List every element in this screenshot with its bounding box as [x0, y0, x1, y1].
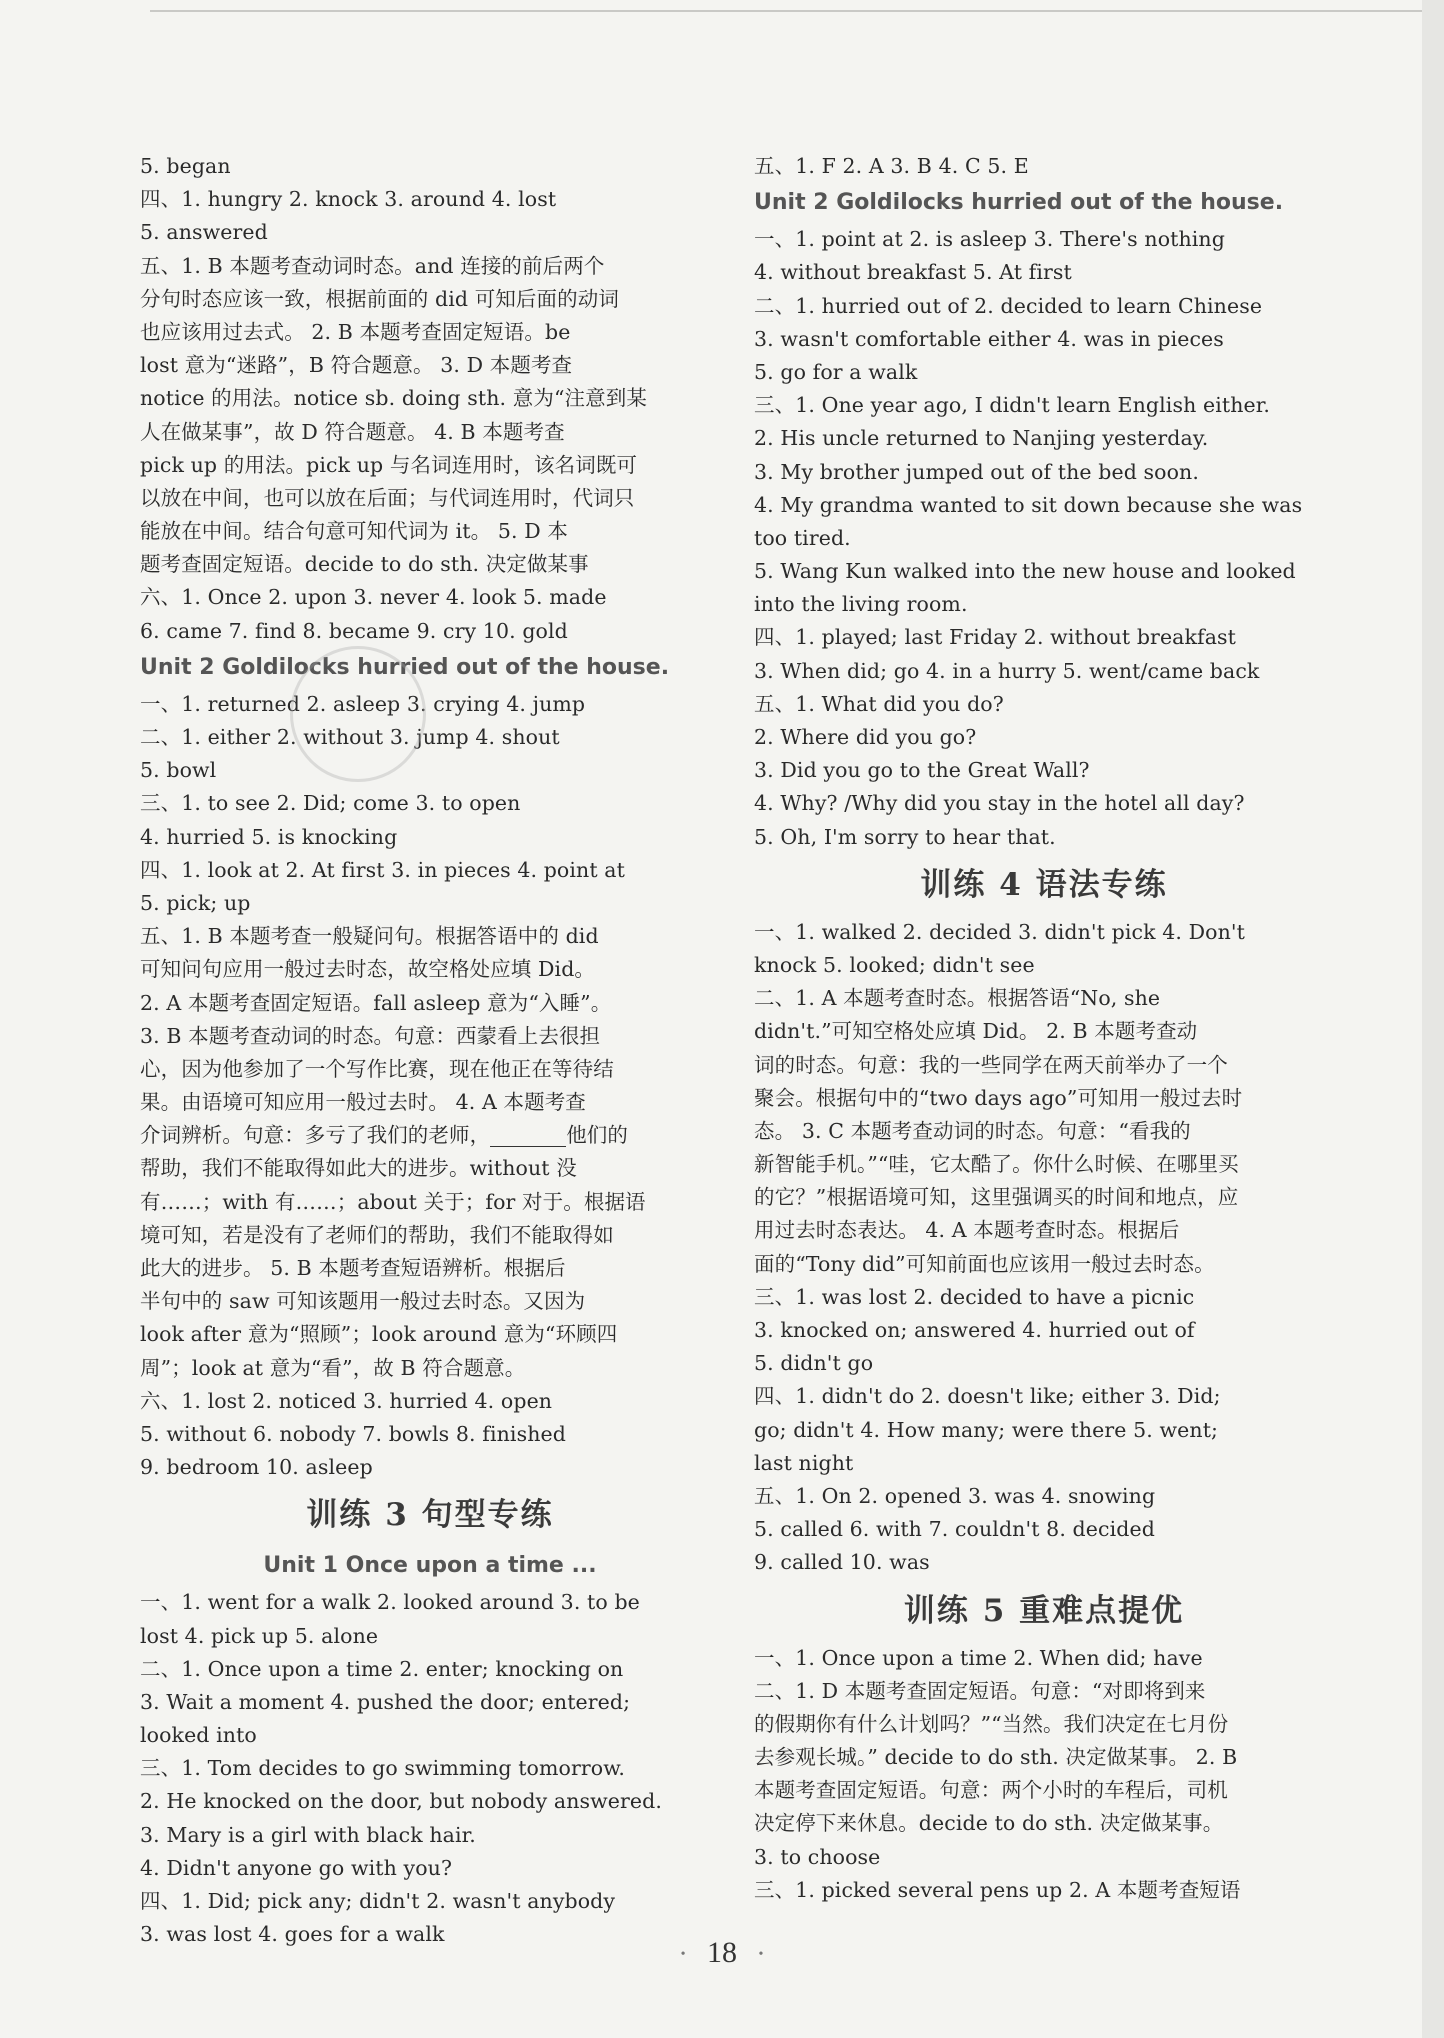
answer-line: 二、1. A 本题考查时态。根据答语“No, she	[754, 986, 1161, 1011]
answer-line: 五、1. B 本题考查一般疑问句。根据答语中的 did	[140, 924, 599, 949]
answer-line: lost 意为“迷路”，B 符合题意。 3. D 本题考查	[140, 353, 573, 378]
answer-line: 5. without 6. nobody 7. bowls 8. finished	[140, 1421, 566, 1446]
answer-line: 5. Wang Kun walked into the new house and looked	[754, 559, 1296, 584]
answer-line: 一、1. Once upon a time 2. When did; have	[754, 1645, 1203, 1670]
right-column	[754, 150, 1334, 1907]
answer-line: 4. Didn't anyone go with you?	[140, 1855, 453, 1880]
answer-line: 一、1. returned 2. asleep 3. crying 4. jump	[140, 691, 586, 716]
answer-line: last night	[754, 1450, 854, 1475]
answer-line: 一、1. went for a walk 2. looked around 3. to be	[140, 1590, 640, 1615]
answer-line: 3. was lost 4. goes for a walk	[140, 1922, 445, 1947]
answer-line: 一、1. point at 2. is asleep 3. There's nothing	[754, 227, 1225, 252]
answer-line: 2. Where did you go?	[754, 725, 977, 749]
answer-line: 帮助，我们不能取得如此大的进步。without 没	[140, 1156, 577, 1181]
answer-line: 5. bowl	[140, 758, 217, 783]
answer-line: 2. His uncle returned to Nanjing yesterday.	[754, 426, 1209, 451]
answer-line: into the living room.	[754, 592, 968, 617]
answer-line: too tired.	[754, 525, 851, 550]
answer-line: 五、1. On 2. opened 3. was 4. snowing	[754, 1483, 1156, 1508]
answer-line: 词的时态。句意：我的一些同学在两天前举办了一个	[754, 1052, 1228, 1077]
answer-line: 的它？”根据语境可知，这里强调买的时间和地点，应	[754, 1185, 1239, 1210]
answer-line: lost 4. pick up 5. alone	[140, 1623, 379, 1648]
answer-line: 三、1. Tom decides to go swimming tomorrow.	[140, 1756, 626, 1781]
answer-line: 六、1. Once 2. upon 3. never 4. look 5. made	[140, 585, 607, 610]
answer-line: 六、1. lost 2. noticed 3. hurried 4. open	[140, 1388, 553, 1413]
page-number: 18	[707, 1936, 737, 1969]
left-column	[140, 150, 720, 1951]
answer-line: didn't.”可知空格处应填 Did。 2. B 本题考查动	[754, 1019, 1198, 1044]
answer-line: 分句时态应该一致，根据前面的 did 可知后面的动词	[140, 286, 619, 311]
answer-line: 5. answered	[140, 220, 268, 245]
answer-line: 的假期你有什么计划吗？”“当然。我们决定在七月份	[754, 1711, 1229, 1736]
answer-line: 周”；look at 意为“看”，故 B 符合题意。	[140, 1355, 526, 1380]
answer-line: 人在做某事”，故 D 符合题意。 4. B 本题考查	[140, 419, 565, 444]
answer-line: 二、1. Once upon a time 2. enter; knocking on	[140, 1656, 624, 1681]
answer-line: 5. pick; up	[140, 890, 251, 915]
answer-line: 五、1. F 2. A 3. B 4. C 5. E	[754, 154, 1029, 178]
answer-line: 一、1. walked 2. decided 3. didn't pick 4. Don't	[754, 919, 1245, 944]
answer-line: 三、1. One year ago, I didn't learn English either.	[754, 393, 1271, 418]
answer-line: 四、1. Did; pick any; didn't 2. wasn't anybody	[140, 1889, 616, 1913]
answer-line: look after 意为“照顾”；look around 意为“环顾四	[140, 1322, 618, 1347]
answer-line: 有……；with 有……；about 关于；for 对于。根据语	[140, 1189, 646, 1214]
answer-line: 3. Mary is a girl with black hair.	[140, 1822, 476, 1847]
answer-line: 3. to choose	[754, 1844, 881, 1869]
answer-line: 5. Oh, I'm sorry to hear that.	[754, 824, 1056, 849]
footer-dot-left: •	[680, 1947, 686, 1963]
answer-line	[140, 1119, 720, 1152]
answer-line: 半句中的 saw 可知该题用一般过去时态。又因为	[140, 1289, 586, 1314]
answer-line: 去参观长城。” decide to do sth. 决定做某事。 2. B	[754, 1745, 1238, 1770]
text-before-blank: 介词辨析。句意：多亏了我们的老师，	[140, 1123, 491, 1148]
unit-heading: Unit 2 Goldilocks hurried out of the house.	[754, 190, 1284, 216]
answer-line: 6. came 7. find 8. became 9. cry 10. gold	[140, 618, 568, 643]
answer-line: 也应该用过去式。 2. B 本题考查固定短语。be	[140, 319, 571, 344]
answer-line: 2. He knocked on the door, but nobody answered.	[140, 1789, 662, 1814]
answer-line: 决定停下来休息。decide to do sth. 决定做某事。	[754, 1811, 1224, 1836]
answer-line: 5. didn't go	[754, 1351, 874, 1376]
answer-line: 5. began	[140, 154, 231, 178]
answer-line: pick up 的用法。pick up 与名词连用时，该名词既可	[140, 452, 638, 477]
answer-line: 3. Wait a moment 4. pushed the door; entered;	[140, 1689, 631, 1714]
section-heading: 训练 4 语法专练	[920, 866, 1168, 903]
answer-line: 5. called 6. with 7. couldn't 8. decided	[754, 1517, 1155, 1542]
answer-line: 3. Did you go to the Great Wall?	[754, 758, 1090, 783]
answer-line: 面的“Tony did”可知前面也应该用一般过去时态。	[754, 1251, 1215, 1276]
answer-line: 可知问句应用一般过去时态，故空格处应填 Did。	[140, 957, 596, 982]
answer-line: 3. wasn't comfortable either 4. was in pieces	[754, 326, 1224, 351]
answer-line: 本题考查固定短语。句意：两个小时的车程后，司机	[754, 1778, 1228, 1803]
answer-line: 3. knocked on; answered 4. hurried out of	[754, 1318, 1195, 1342]
answer-line: 果。由语境可知应用一般过去时。 4. A 本题考查	[140, 1090, 586, 1115]
answer-line: 3. B 本题考查动词的时态。句意：西蒙看上去很担	[140, 1023, 601, 1048]
answer-line: 四、1. look at 2. At first 3. in pieces 4. point at	[140, 857, 625, 882]
answer-line: 4. hurried 5. is knocking	[140, 824, 398, 849]
answer-line: 此大的进步。 5. B 本题考查短语辨析。根据后	[140, 1256, 566, 1280]
answer-line: 4. without breakfast 5. At first	[754, 260, 1072, 285]
stamp-seal	[290, 646, 426, 782]
answer-line: 以放在中间，也可以放在后面；与代词连用时，代词只	[140, 485, 635, 510]
fill-in-blank	[490, 1126, 566, 1147]
answer-line: looked into	[140, 1723, 257, 1748]
answer-line: 9. called 10. was	[754, 1550, 930, 1575]
answer-line: 三、1. was lost 2. decided to have a picnic	[754, 1284, 1195, 1309]
answer-line: 心，因为他参加了一个写作比赛，现在他正在等待结	[140, 1056, 614, 1081]
answer-line: 四、1. didn't do 2. doesn't like; either 3. Did;	[754, 1384, 1221, 1409]
answer-line: 四、1. hungry 2. knock 3. around 4. lost	[140, 187, 557, 212]
section-heading: 训练 5 重难点提优	[903, 1592, 1185, 1629]
answer-line: 9. bedroom 10. asleep	[140, 1455, 373, 1480]
answer-line: 二、1. D 本题考查固定短语。句意：“对即将到来	[754, 1678, 1206, 1703]
answer-line: 题考查固定短语。decide to do sth. 决定做某事	[140, 552, 589, 577]
answer-line: 4. Why? /Why did you stay in the hotel all day?	[754, 791, 1245, 816]
answer-line: 境可知，若是没有了老师们的帮助，我们不能取得如	[140, 1222, 614, 1247]
section-heading: 训练 3 句型专练	[306, 1497, 554, 1534]
text-after-blank: 他们的	[566, 1123, 629, 1148]
top-rule	[150, 10, 1444, 12]
answer-line: 五、1. B 本题考查动词时态。and 连接的前后两个	[140, 253, 605, 278]
answer-line: knock 5. looked; didn't see	[754, 952, 1035, 977]
answer-line: 能放在中间。结合句意可知代词为 it。 5. D 本	[140, 519, 568, 544]
answer-line: 聚会。根据句中的“two days ago”可知用一般过去时	[754, 1085, 1243, 1110]
answer-line: 态。 3. C 本题考查动词的时态。句意：“看我的	[754, 1118, 1191, 1143]
answer-line: 二、1. either 2. without 3. jump 4. shout	[140, 725, 560, 749]
unit-heading: Unit 1 Once upon a time ...	[263, 1553, 597, 1579]
answer-line: 用过去时态表达。 4. A 本题考查时态。根据后	[754, 1218, 1180, 1243]
answer-line: 四、1. played; last Friday 2. without breakfast	[754, 625, 1236, 650]
unit-heading: Unit 2 Goldilocks hurried out of the house.	[140, 654, 670, 680]
answer-line: 3. My brother jumped out of the bed soon.	[754, 459, 1199, 484]
page-edge	[1422, 0, 1444, 2038]
answer-line: 4. My grandma wanted to sit down because she was	[754, 492, 1303, 517]
footer-dot-right: •	[758, 1947, 764, 1963]
answer-line: 二、1. hurried out of 2. decided to learn Chinese	[754, 293, 1263, 318]
answer-line: 新智能手机。”“哇，它太酷了。你什么时候、在哪里买	[754, 1152, 1239, 1177]
answer-line: 3. When did; go 4. in a hurry 5. went/came back	[754, 658, 1260, 683]
answer-line: go; didn't 4. How many; were there 5. went;	[754, 1417, 1219, 1442]
answer-line: 5. go for a walk	[754, 359, 918, 384]
answer-line: 三、1. picked several pens up 2. A 本题考查短语	[754, 1877, 1241, 1902]
answer-line: 2. A 本题考查固定短语。fall asleep 意为“入睡”。	[140, 990, 612, 1015]
answer-line: notice 的用法。notice sb. doing sth. 意为“注意到某	[140, 386, 647, 411]
answer-line: 五、1. What did you do?	[754, 691, 1004, 716]
answer-line: 三、1. to see 2. Did; come 3. to open	[140, 791, 521, 816]
page-number-footer	[0, 1936, 1444, 1970]
